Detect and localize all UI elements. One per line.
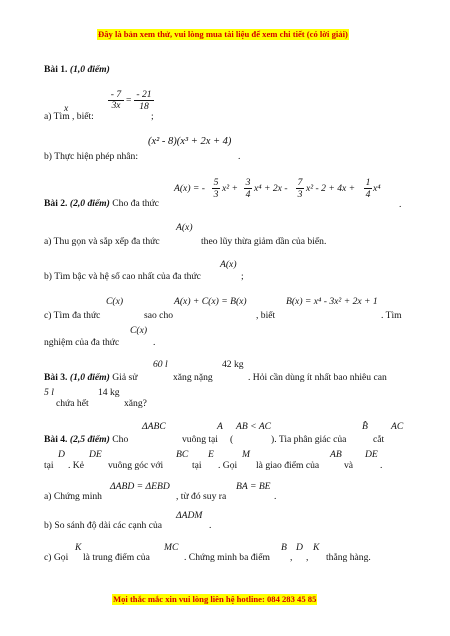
bai3-title: Bài 3. — [44, 372, 68, 383]
bai4-c-s3: B — [281, 542, 287, 553]
bai4-a-text2: , từ đó suy ra — [176, 491, 227, 502]
bai4-s12: DE — [365, 449, 378, 460]
frac-numerator: 5 — [213, 177, 219, 188]
bai3-t2: xăng nặng — [173, 372, 213, 383]
bai4-s9: E — [208, 449, 214, 460]
bai4-s4: B̂ — [362, 421, 368, 432]
bai3-t4: chứa hết — [56, 398, 89, 409]
bai2-poly-p1: x² + — [222, 183, 239, 194]
bai4-s7: DE — [89, 449, 102, 460]
bai2-frac-1 — [212, 177, 220, 200]
bai4-s10: M — [242, 449, 250, 460]
bai3-v4: 14 kg — [98, 387, 120, 398]
frac-denominator: 3x — [108, 100, 124, 111]
bai1-frac-left — [108, 89, 124, 111]
bai2-b-semicolon: ; — [241, 271, 244, 282]
bai1-a-semicolon: ; — [151, 111, 154, 122]
frac-numerator: - 7 — [110, 89, 122, 100]
bai3-t3: . Hỏi cần dùng ít nhất bao nhiêu can — [248, 372, 387, 383]
bai4-c-s4: D — [296, 542, 303, 553]
bai2-poly-p3: x² - 2 + 4x + — [306, 183, 356, 194]
bai4-heading — [44, 434, 128, 446]
bai1-a-prefix: a) Tìm — [44, 111, 70, 122]
bai2-c-sym2: C(x) — [130, 325, 148, 336]
header-banner: Đây là bản xem thử, vui lòng mua tài liệu để xem chi tiết (có lời giải) — [98, 29, 348, 39]
frac-numerator: 3 — [245, 177, 251, 188]
bai4-c-text: c) Gọi — [44, 552, 69, 563]
bai1-b-expr: (x² - 8)(x³ + 2x + 4) — [148, 136, 232, 147]
bai4-s5: AC — [391, 421, 404, 432]
bai1-b-text: b) Thực hiện phép nhân: — [44, 151, 139, 162]
bai4-t4: ). Tia phân giác của — [271, 434, 347, 445]
bai4-t10: . Gọi — [218, 460, 238, 471]
frac-denominator: 3 — [213, 189, 219, 200]
bai4-c-t3: . Chứng minh ba điểm — [184, 552, 270, 563]
bai4-b-dot: . — [209, 520, 212, 531]
bai4-s2: A — [217, 421, 223, 432]
bai2-heading — [44, 198, 159, 210]
bai4-b-text: b) So sánh độ dài các cạnh của — [44, 520, 163, 531]
bai4-c-s1: K — [75, 542, 82, 553]
bai4-b-sym: ΔADM — [176, 510, 203, 521]
bai3-v1: 60 l — [153, 359, 168, 370]
bai1-heading — [44, 64, 110, 76]
bai2-poly-p2: x⁴ + 2x - — [254, 183, 288, 194]
bai4-c-t2: là trung điểm của — [83, 552, 150, 563]
bai2-c-eq: A(x) + C(x) = B(x) — [174, 296, 247, 307]
footer-banner: Mọi thắc mắc xin vui lòng liên hệ hotline: 084 283 45 85 — [113, 594, 317, 604]
bai4-a-text: a) Chứng minh — [44, 491, 102, 502]
bai4-t9: tại — [192, 460, 202, 471]
bai1-a-text: , biết: — [72, 111, 94, 122]
bai1-frac-right — [134, 89, 154, 112]
bai2-title: Bài 2. — [44, 198, 68, 209]
bai4-s8: BC — [176, 449, 189, 460]
frac-numerator: - 21 — [136, 89, 152, 100]
frac-numerator: 1 — [365, 177, 371, 188]
bai4-t13: . — [380, 460, 383, 471]
bai2-a-sym: A(x) — [176, 222, 193, 233]
bai3-t1: Giả sử — [112, 372, 138, 383]
bai1-title: Bài 1. — [44, 64, 68, 75]
bai2-b-sym: A(x) — [220, 259, 237, 270]
bai4-s11: AB — [330, 449, 342, 460]
bai2-poly-p4: x⁴ — [373, 183, 381, 194]
bai3-heading — [44, 372, 137, 384]
bai4-a-sym: ΔABD = ΔEBD — [110, 481, 170, 492]
bai4-t2: vuông tại — [182, 434, 218, 445]
bai4-t7: . Kẻ — [68, 460, 84, 471]
bai4-title: Bài 4. — [44, 434, 68, 445]
bai2-c-dot: . — [153, 337, 156, 348]
bai2-frac-4 — [364, 177, 372, 200]
bai4-s6: D — [58, 449, 65, 460]
bai4-points: (2,5 điểm) — [69, 434, 110, 445]
bai2-intro: Cho đa thức — [112, 198, 160, 209]
bai4-t5: cắt — [373, 434, 385, 445]
bai4-a-sym2: BA = BE — [236, 481, 271, 492]
bai4-c-comma2: , — [306, 552, 309, 563]
frac-denominator: 18 — [134, 100, 154, 112]
frac-denominator: 3 — [297, 189, 303, 200]
bai4-t3: ( — [230, 434, 234, 445]
bai4-t6: tại — [44, 460, 54, 471]
bai3-v3: 5 l — [44, 387, 54, 398]
bai2-points: (2,0 điểm) — [69, 198, 110, 209]
bai2-b-text: b) Tìm bậc và hệ số cao nhất của đa thức — [44, 271, 201, 282]
bai4-t11: là giao điểm của — [256, 460, 320, 471]
bai2-frac-2 — [244, 177, 252, 200]
bai2-poly-dot: . — [399, 199, 402, 210]
bai1-points: (1,0 điểm) — [69, 64, 110, 75]
frac-numerator: 7 — [297, 177, 303, 188]
frac-denominator: 4 — [245, 189, 251, 200]
bai4-s3: AB < AC — [236, 421, 272, 432]
frac-denominator: 4 — [365, 189, 371, 200]
bai1-equals: = — [126, 95, 132, 106]
bai2-c-text4: . Tìm — [381, 310, 402, 321]
bai3-points: (1,0 điểm) — [69, 372, 110, 383]
bai4-t1: Cho — [112, 434, 129, 445]
bai2-a-text: a) Thu gọn và sắp xếp đa thức — [44, 236, 160, 247]
bai4-c-comma1: , — [290, 552, 293, 563]
bai4-c-s5: K — [313, 542, 320, 553]
bai4-t8: vuông góc với — [108, 460, 164, 471]
bai2-c-text3: , biết — [256, 310, 276, 321]
bai2-c-line2: nghiệm của đa thức — [44, 337, 120, 348]
bai2-c-sym: C(x) — [106, 296, 124, 307]
bai2-frac-3 — [296, 177, 304, 200]
bai4-c-s2: MC — [164, 542, 179, 553]
bai2-c-text: c) Tìm đa thức — [44, 310, 101, 321]
bai1-b-dot: . — [238, 151, 241, 162]
bai4-t12: và — [344, 460, 354, 471]
bai2-a-text2: theo lũy thừa giảm dần của biến. — [201, 236, 327, 247]
bai2-c-text2: sao cho — [144, 310, 174, 321]
bai4-s1: ΔABC — [142, 421, 166, 432]
bai4-a-dot: . — [274, 491, 277, 502]
bai3-t5: xăng? — [124, 398, 147, 409]
bai3-v2: 42 kg — [222, 359, 244, 370]
bai1-var-x: x — [64, 103, 69, 114]
bai4-c-t4: thẳng hàng. — [326, 552, 371, 563]
bai2-poly-lhs: A(x) = - — [174, 183, 205, 194]
bai2-c-eq2: B(x) = x⁴ - 3x² + 2x + 1 — [286, 296, 378, 307]
